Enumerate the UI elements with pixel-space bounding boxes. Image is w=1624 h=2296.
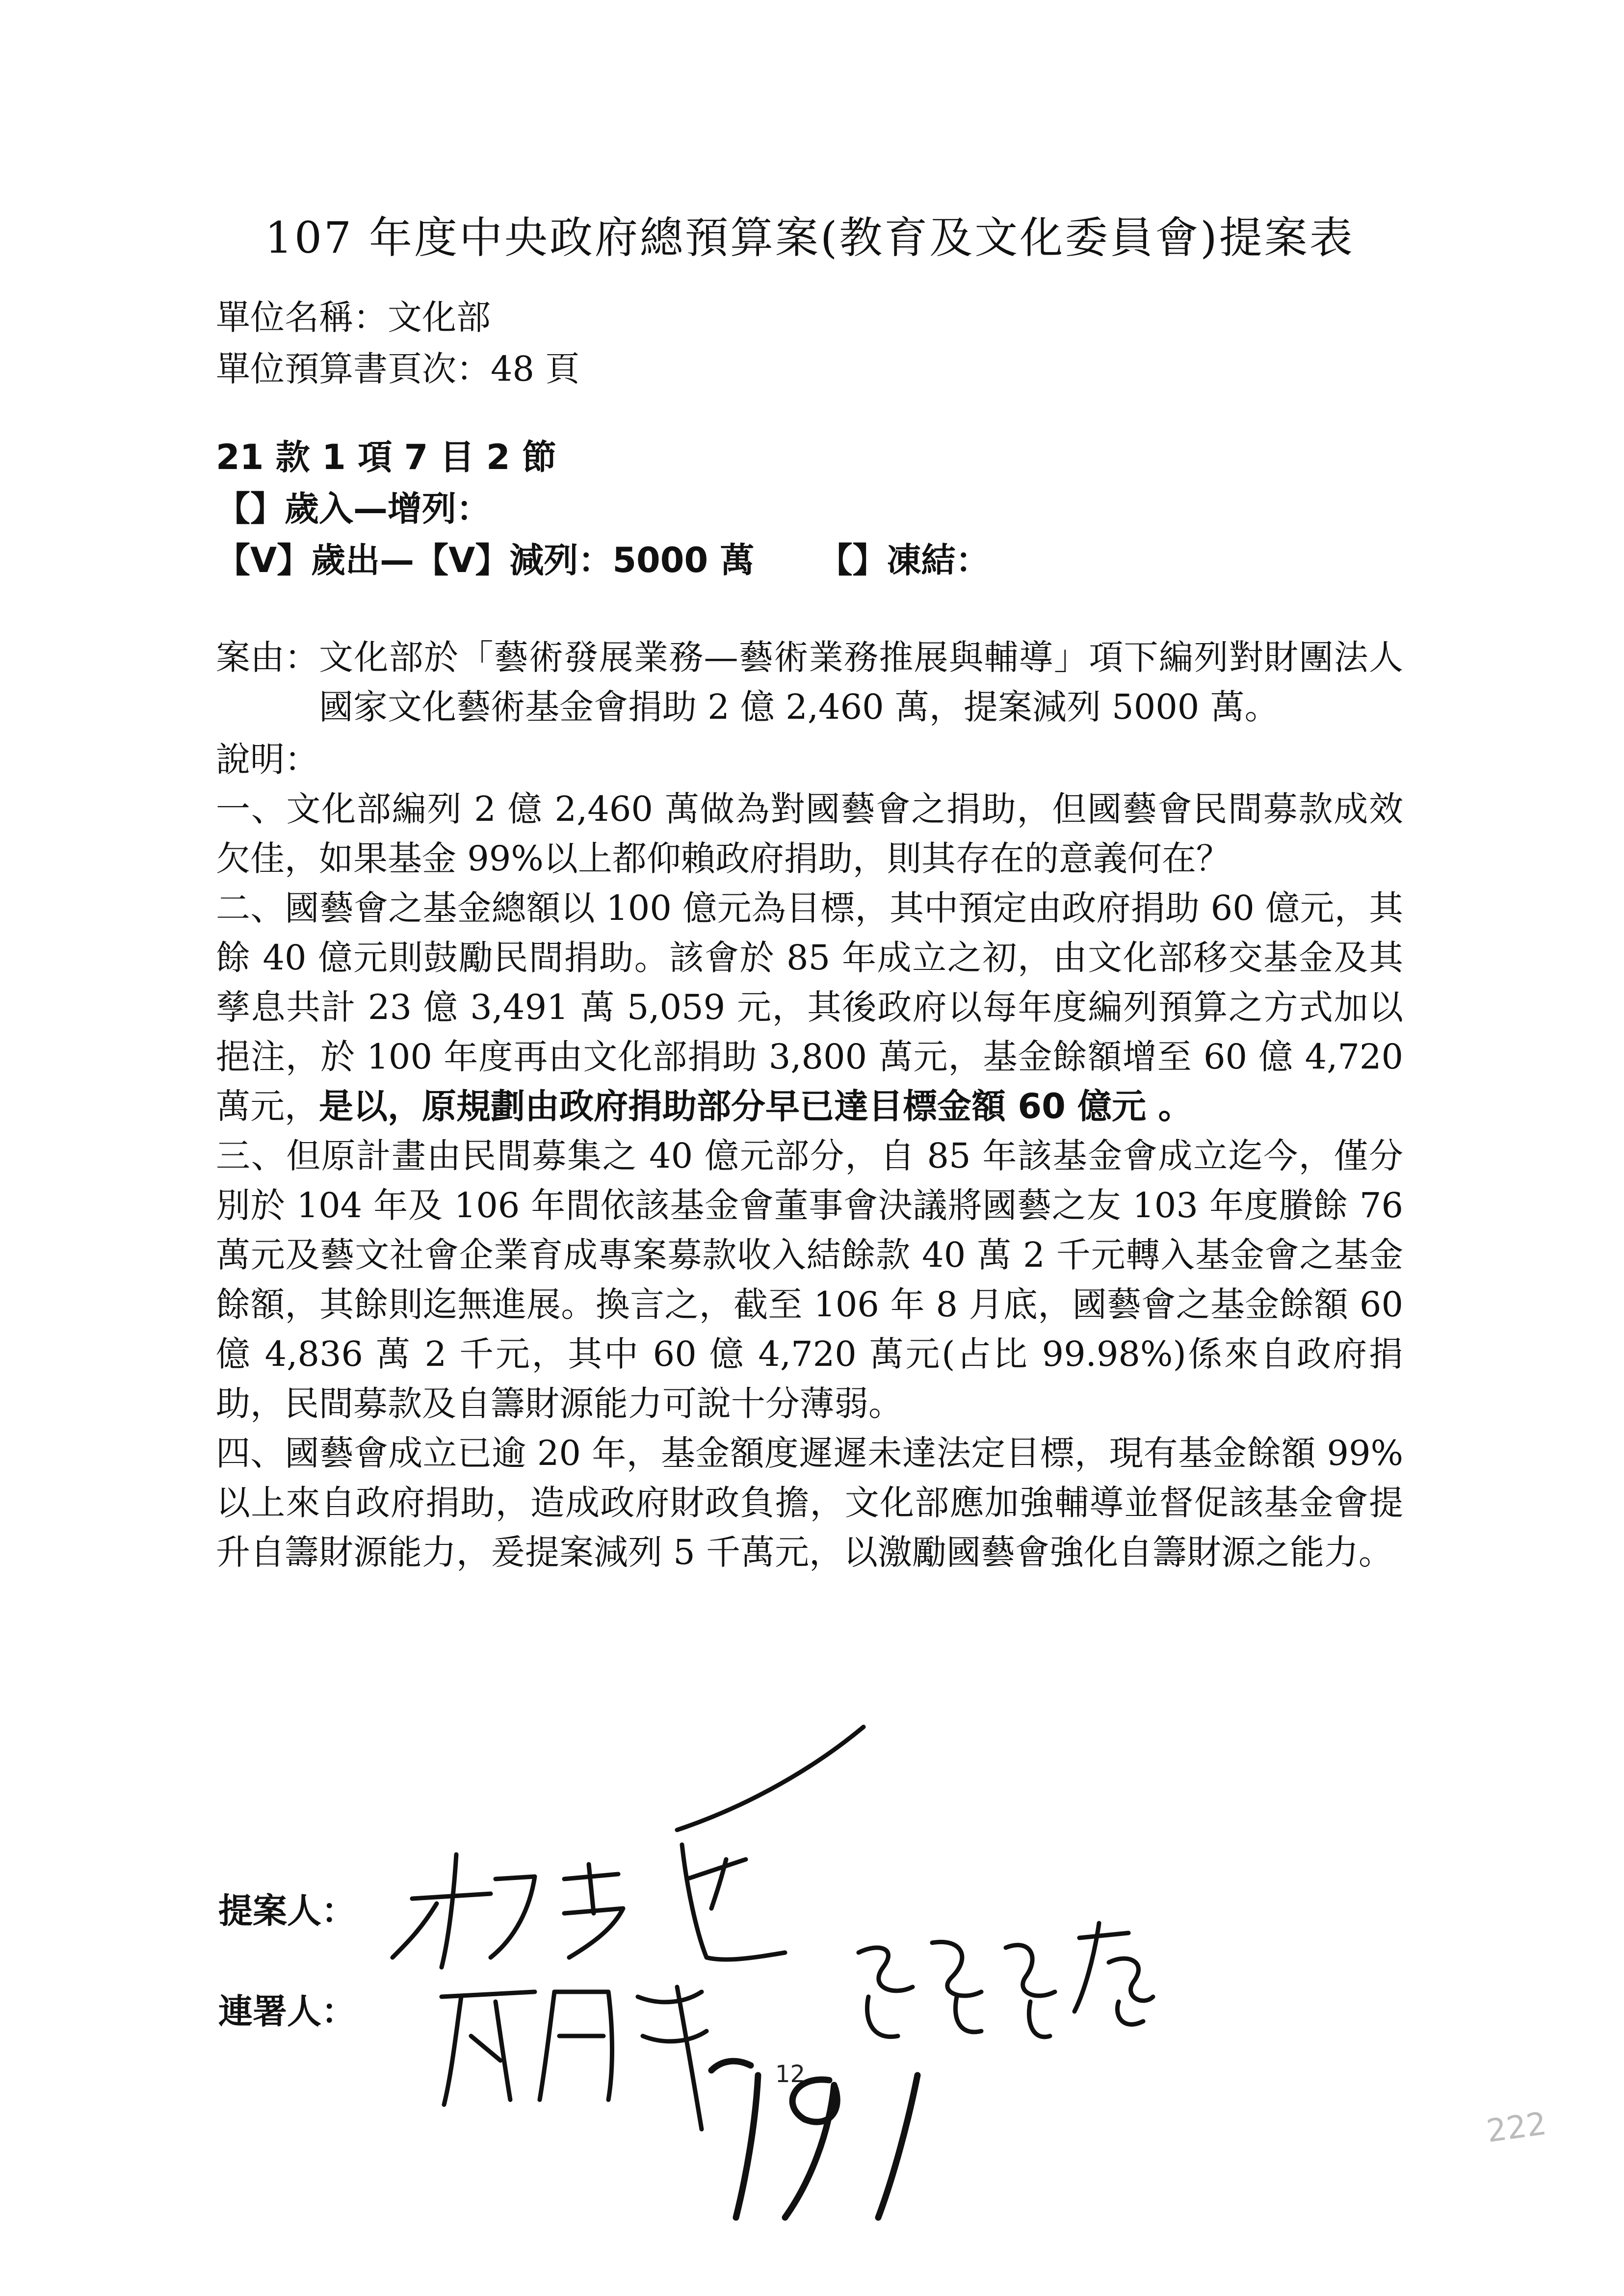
paragraph-2-bold-conclusion: 是以，原規劃由政府捐助部分早已達目標金額 60 億元 。	[319, 1086, 1193, 1126]
expense-line: 【V】歲出—【V】減列：5000 萬	[216, 540, 755, 580]
reason-text: 文化部於「藝術發展業務—藝術業務推展與輔導」項下編列對財團法人國家文化藝術基金會捐助 2 億 2,460 萬，提案減列 5000 萬。	[319, 637, 1403, 727]
page-stamp-number: 12	[775, 2061, 806, 2088]
reason-block	[216, 633, 1403, 732]
document-body	[216, 633, 1403, 1577]
proposer-signature	[393, 1845, 785, 1967]
revenue-line: 【】歲入—增列：	[216, 489, 491, 529]
handwritten-number-191	[711, 2061, 917, 2218]
explanation-label: 說明：	[216, 739, 319, 780]
document-title: 107 年度中央政府總預算案(教育及文化委員會)提案表	[265, 212, 1355, 263]
unit-info	[216, 292, 579, 395]
budget-item: 21 款 1 項 7 目 2 節	[216, 437, 557, 477]
margin-page-number: 222	[1484, 2105, 1549, 2150]
paragraph-2-text: 二、國藝會之基金總額以 100 億元為目標，其中預定由政府捐助 60 億元，其餘 40 億元則鼓勵民間捐助。該會於 85 年成立之初，由文化部移交基金及其孳息共計 23 億 3,491 萬 5,059 元，其後政府以每年度編列預算之方式加以挹注，於 100 年度再由文化部捐助 3,800 萬元，基金餘額增至 60 億 4,720 萬元，	[216, 888, 1403, 1126]
unit-name: 單位名稱：文化部	[216, 297, 491, 338]
pen-stroke-diagonal	[677, 1727, 864, 1830]
expense-freeze-row	[216, 535, 990, 586]
reason-label: 案由：	[216, 637, 319, 678]
explanation-paragraph-3: 三、但原計畫由民間募集之 40 億元部分，自 85 年該基金會成立迄今，僅分別於 104 年及 106 年間依該基金會董事會決議將國藝之友 103 年度賸餘 76 萬元及藝文社會企業育成專案募款收入結餘款 40 萬 2 千元轉入基金會之基金餘額，其餘則迄無進展。換言之，截至 106 年 8 月底，國藝會之基金餘額 60 億 4,836 萬 2 千元，其中 60 億 4,720 萬元(占比 99.98%)係來自政府捐助，民間募款及自籌財源能力可說十分薄弱。	[216, 1136, 1403, 1424]
proposer-label: 提案人：	[218, 1891, 356, 1931]
cosigner-label: 連署人：	[218, 1991, 356, 2032]
explanation-paragraph-2	[216, 884, 1403, 1131]
cosigner-signature-2	[859, 1923, 1153, 2037]
budget-heading	[216, 432, 990, 586]
explanation-paragraph-1: 一、文化部編列 2 億 2,460 萬做為對國藝會之捐助，但國藝會民間募款成效欠佳，如果基金 99%以上都仰賴政府捐助，則其存在的意義何在？	[216, 789, 1403, 879]
cosigner-signature-1	[442, 1987, 707, 2129]
explanation-paragraph-4: 四、國藝會成立已逾 20 年，基金額度遲遲未達法定目標，現有基金餘額 99%以上來自政府捐助，造成政府財政負擔，文化部應加強輔導並督促該基金會提升自籌財源能力，爰提案減列 5 千萬元，以激勵國藝會強化自籌財源之能力。	[216, 1433, 1403, 1572]
unit-budget-page: 單位預算書頁次：48 頁	[216, 349, 580, 389]
freeze-line: 【】凍結：	[818, 540, 990, 580]
